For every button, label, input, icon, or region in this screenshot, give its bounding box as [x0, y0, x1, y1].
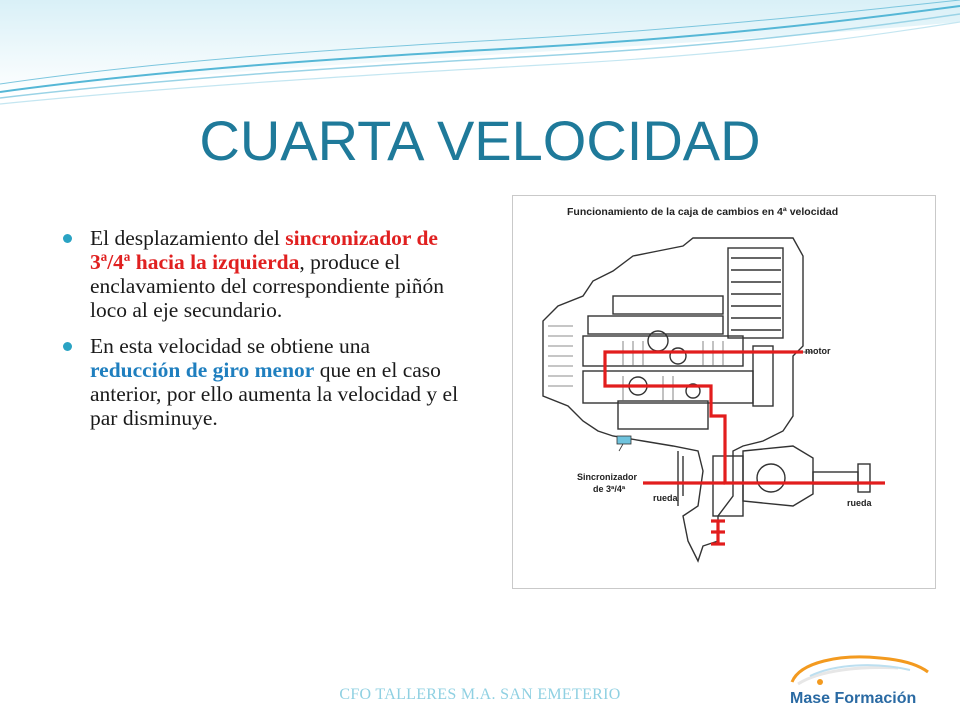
- bullet-text-highlight-blue: reducción de giro menor: [90, 358, 315, 382]
- bullet-item: [60, 226, 460, 322]
- slide-title: CUARTA VELOCIDAD: [199, 109, 761, 172]
- mase-formacion-logo: [780, 648, 940, 714]
- bullet-text-normal: , produce el enclavamiento del correspondiente piñón loco al eje secundario.: [90, 250, 445, 322]
- header-waves-decoration: [0, 0, 960, 110]
- diagram-title: Funcionamiento de la caja de cambios en 4ª velocidad: [567, 206, 839, 218]
- logo-car-swoosh-icon: [780, 648, 940, 692]
- wheel-label-left: rueda: [653, 493, 678, 503]
- synchronizer-label-line1: Sincronizador: [577, 472, 638, 482]
- gearbox-drawing: [513, 196, 935, 588]
- bullet-text-normal: que en el caso anterior, por ello aumenta la velocidad y el par disminuye.: [90, 358, 459, 430]
- bullet-text-normal: El desplazamiento del: [90, 226, 286, 250]
- logo-text: Mase Formación: [790, 690, 917, 707]
- gearbox-diagram: [512, 195, 936, 589]
- bullet-marker: [63, 342, 72, 351]
- bullet-text-normal: En esta velocidad se obtiene una: [90, 334, 370, 358]
- bullet-item: [60, 334, 460, 430]
- synchronizer-label-line2: de 3ª/4ª: [593, 484, 626, 494]
- bullet-marker: [63, 234, 72, 243]
- motor-label: motor: [805, 346, 831, 356]
- bullet-list: [60, 226, 460, 442]
- footer-text: CFO TALLERES M.A. SAN EMETERIO: [339, 686, 621, 703]
- bullet-text-highlight-red: sincronizador de 3ª/4ª hacia la izquierda: [90, 226, 438, 274]
- wheel-label-right: rueda: [847, 498, 872, 508]
